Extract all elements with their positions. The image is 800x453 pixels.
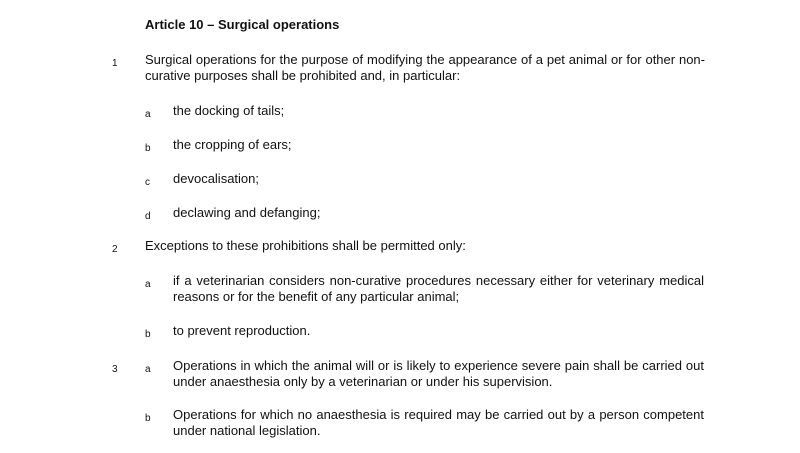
paragraph-2-text: Exceptions to these prohibitions shall be permitted only: xyxy=(145,238,466,253)
item-3a-text: Operations in which the animal will or is likely to experience severe pain shall be carried out under anaesthesia only by a veterinarian or under his supervision. xyxy=(173,358,704,389)
item-2b-letter: b xyxy=(145,329,151,340)
item-2a-text: if a veterinarian considers non-curative procedures necessary either for veterinary medical reasons or for the benefit of any particular animal; xyxy=(173,273,704,304)
item-1d-text: declawing and defanging; xyxy=(173,205,321,220)
item-1a-letter: a xyxy=(145,109,151,120)
paragraph-number-1: 1 xyxy=(112,58,118,69)
item-3b-text: Operations for which no anaesthesia is required may be carried out by a person competent under national legislation. xyxy=(173,407,704,438)
item-1b-letter: b xyxy=(145,143,151,154)
item-3b-letter: b xyxy=(145,413,151,424)
article-title: Article 10 – Surgical operations xyxy=(145,17,340,32)
paragraph-number-3: 3 xyxy=(112,364,118,375)
paragraph-1-text: Surgical operations for the purpose of modifying the appearance of a pet animal or for other non-curative purposes shall be prohibited and, in particular: xyxy=(145,52,705,83)
item-1c-letter: c xyxy=(145,177,150,188)
item-3a-letter: a xyxy=(145,364,151,375)
item-1c-text: devocalisation; xyxy=(173,171,259,186)
paragraph-number-2: 2 xyxy=(112,244,118,255)
item-1b-text: the cropping of ears; xyxy=(173,137,292,152)
item-2b-text: to prevent reproduction. xyxy=(173,323,311,338)
item-1d-letter: d xyxy=(145,211,151,222)
item-2a-letter: a xyxy=(145,279,151,290)
item-1a-text: the docking of tails; xyxy=(173,103,285,118)
